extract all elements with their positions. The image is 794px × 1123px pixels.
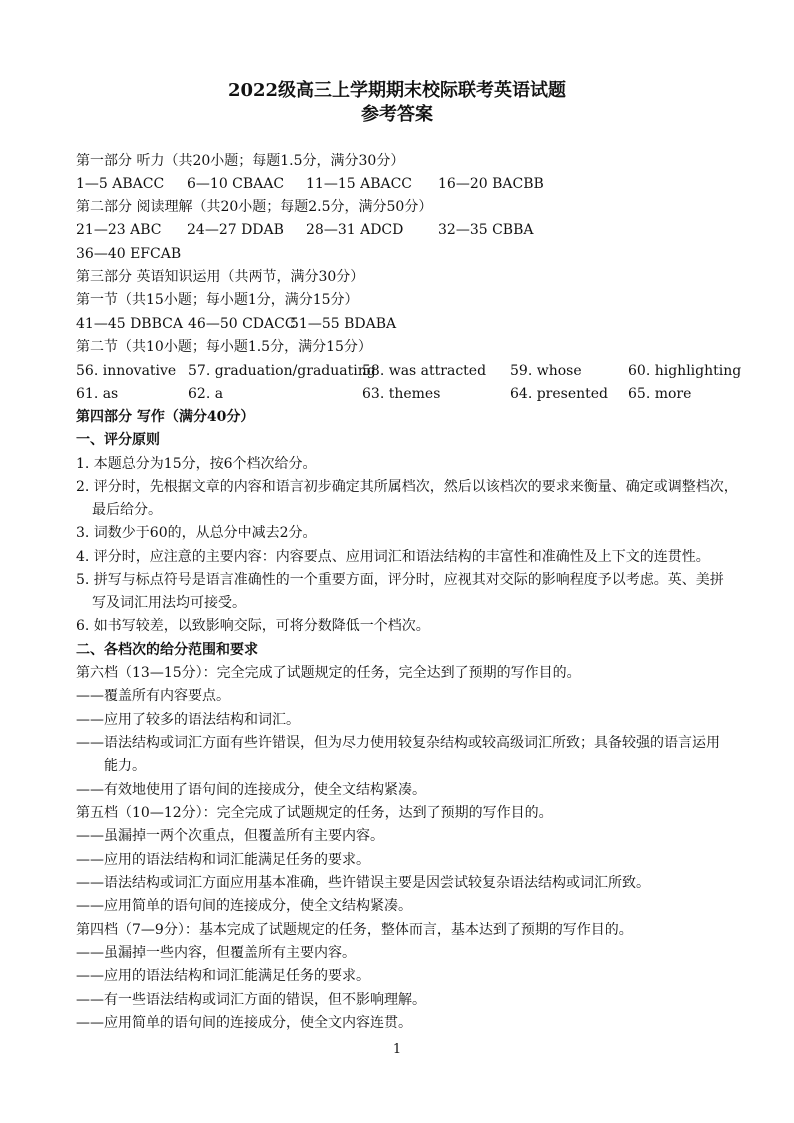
principle-item: 2. 评分时，先根据文章的内容和语言初步确定其所属档次，然后以该档次的要求来衡量、确定或调整档次， [76, 479, 738, 495]
grade-item: ——有效地使用了语句间的连接成分，使全文结构紧凑。 [76, 782, 426, 798]
principles-heading: 一、评分原则 [76, 432, 160, 448]
principle-item: 5. 拼写与标点符号是语言准确性的一个重要方面，评分时，应视其对交际的影响程度予以考虑。英、美拼 [76, 572, 724, 588]
grade-item: ——虽漏掉一些内容，但覆盖所有主要内容。 [76, 945, 356, 961]
fill-answer: 56. innovative [76, 363, 177, 379]
fill-answer: 64. presented [510, 386, 609, 402]
principle-item: 写及词汇用法均可接受。 [92, 595, 246, 611]
grade6-heading: 第六档（13—15分）：完全完成了试题规定的任务，完全达到了预期的写作目的。 [76, 665, 581, 681]
page-subtitle: 参考答案 [361, 104, 433, 125]
grade-item: ——应用简单的语句间的连接成分，使全文结构紧凑。 [76, 898, 412, 914]
fill-answer: 65. more [628, 386, 692, 402]
fill-answer: 62. a [188, 386, 224, 402]
answer-group: 1—5 ABACC [76, 176, 165, 192]
answer-group: 6—10 CBAAC [187, 176, 285, 192]
grade-item: ——有一些语法结构或词汇方面的错误，但不影响理解。 [76, 992, 426, 1008]
fill-answer: 61. as [76, 386, 119, 402]
fill-answer: 60. highlighting [628, 363, 742, 379]
answer-group: 11—15 ABACC [306, 176, 413, 192]
ranges-heading: 二、各档次的给分范围和要求 [76, 642, 258, 658]
grade-item: ——应用了较多的语法结构和词汇。 [76, 712, 300, 728]
part3-section1-heading: 第一节（共15小题；每小题1分，满分15分） [76, 292, 359, 308]
grade-item: ——应用简单的语句间的连接成分，使全文内容连贯。 [76, 1015, 412, 1031]
answer-group: 36—40 EFCAB [76, 246, 182, 262]
fill-answer: 57. graduation/graduating [188, 363, 376, 379]
principle-item: 1. 本题总分为15分，按6个档次给分。 [76, 456, 317, 472]
principle-item: 6. 如书写较差，以致影响交际，可将分数降低一个档次。 [76, 618, 430, 634]
part4-heading: 第四部分 写作（满分40分） [76, 409, 255, 425]
grade-item: ——覆盖所有内容要点。 [76, 688, 230, 704]
part3-heading: 第三部分 英语知识运用（共两节，满分30分） [76, 269, 365, 285]
principle-item: 4. 评分时，应注意的主要内容：内容要点、应用词汇和语法结构的丰富性和准确性及上下文的连贯性。 [76, 549, 710, 565]
fill-answer: 58. was attracted [362, 363, 487, 379]
answer-group: 21—23 ABC [76, 222, 162, 238]
grade-item: ——语法结构或词汇方面有些许错误，但为尽力使用较复杂结构或较高级词汇所致；具备较强的语言运用 [76, 735, 720, 751]
grade-item: ——虽漏掉一两个次重点，但覆盖所有主要内容。 [76, 828, 384, 844]
grade-item: ——应用的语法结构和词汇能满足任务的要求。 [76, 852, 370, 868]
grade-item: 能力。 [104, 758, 146, 774]
grade-item: ——语法结构或词汇方面应用基本准确，些许错误主要是因尝试较复杂语法结构或词汇所致。 [76, 875, 650, 891]
answer-group: 51—55 BDABA [290, 316, 397, 332]
answer-group: 24—27 DDAB [187, 222, 284, 238]
answer-group: 41—45 DBBCA [76, 316, 183, 332]
part1-heading: 第一部分 听力（共20小题；每题1.5分，满分30分） [76, 153, 405, 169]
answer-group: 46—50 CDACC [188, 316, 296, 332]
answer-group: 32—35 CBBA [438, 222, 534, 238]
page-title: 2022级高三上学期期末校际联考英语试题 [227, 80, 567, 101]
grade5-heading: 第五档（10—12分）：完全完成了试题规定的任务，达到了预期的写作目的。 [76, 805, 553, 821]
part2-heading: 第二部分 阅读理解（共20小题；每题2.5分，满分50分） [76, 199, 433, 215]
grade4-heading: 第四档（7—9分）：基本完成了试题规定的任务，整体而言，基本达到了预期的写作目的。 [76, 922, 633, 938]
answer-group: 16—20 BACBB [438, 176, 544, 192]
principle-item: 3. 词数少于60的，从总分中减去2分。 [76, 525, 317, 541]
fill-answer: 63. themes [362, 386, 441, 402]
grade-item: ——应用的语法结构和词汇能满足任务的要求。 [76, 968, 370, 984]
part3-section2-heading: 第二节（共10小题；每小题1.5分，满分15分） [76, 339, 372, 355]
page-number: 1 [392, 1042, 402, 1057]
principle-item: 最后给分。 [92, 502, 162, 518]
fill-answer: 59. whose [510, 363, 582, 379]
answer-group: 28—31 ADCD [306, 222, 404, 238]
